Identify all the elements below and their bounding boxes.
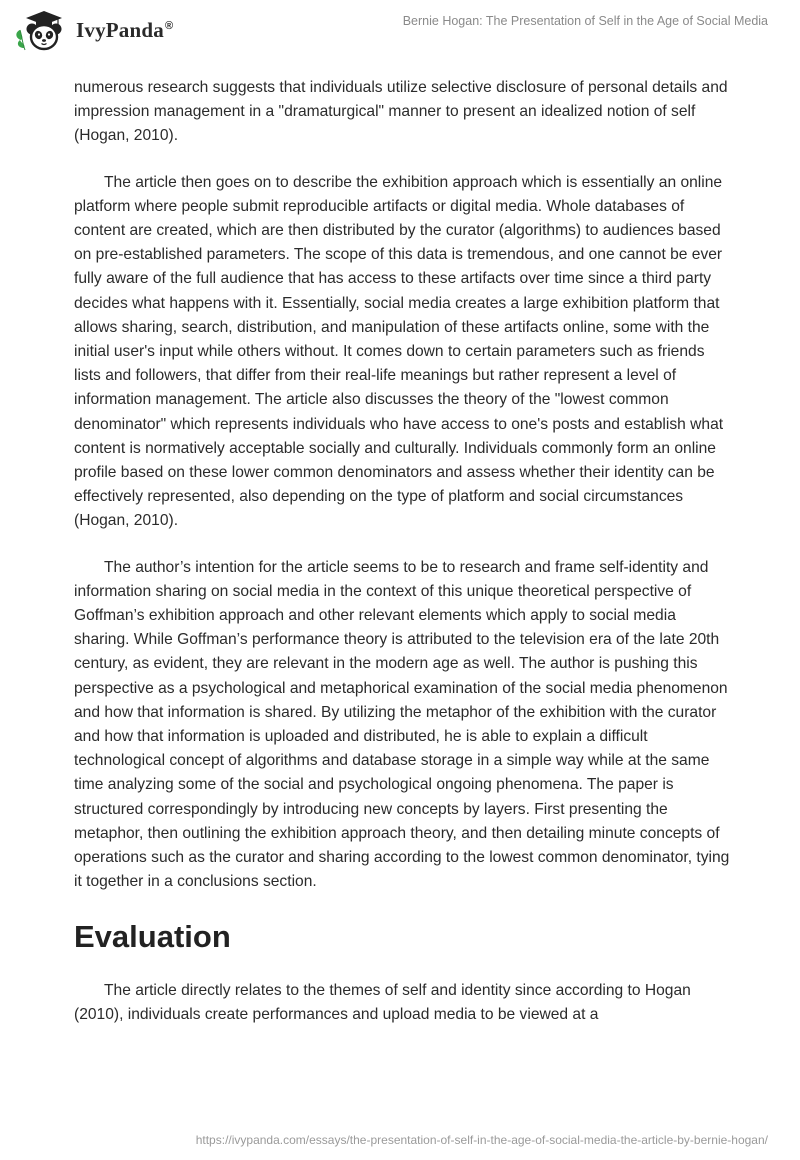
document-title: Bernie Hogan: The Presentation of Self in the Age of Social Media	[402, 14, 768, 28]
brand-name	[76, 18, 173, 43]
paragraph-evaluation: The article directly relates to the themes of self and identity since according to Hogan (2010), individuals create performances and upload media to be viewed at a	[74, 981, 691, 1023]
paragraph-author-intention: The author’s intention for the article seems to be to research and frame self-identity and information sharing on social media in the context of this unique theoretical perspective of Goffman’s exhibition approach and other relevant elements which apply to social media sharing. While Goffman’s performance theory is attributed to the television era of the late 20th century, as evident, they are relevant in the modern age as well. The author is pushing this perspective as a psychological and metaphorical examination of the social media phenomenon and how that information is shared. By utilizing the metaphor of the exhibition with the curator and how that information is uploaded and distributed, he is able to explain a difficult technological concept of algorithms and database storage in a simple way while at the same time analyzing some of the social and psychological ongoing phenomena. The paper is structured correspondingly by introducing new concepts by layers. First presenting the metaphor, then outlining the exhibition approach theory, and then detailing minute concepts of operations such as the curator and sharing according to the lowest common denominator, tying it together in a conclusions section.	[74, 558, 730, 891]
ivypanda-logo[interactable]	[12, 8, 173, 52]
brand-name-text: IvyPanda	[76, 17, 164, 42]
panda-graduation-cap-logo-icon	[12, 8, 70, 52]
paragraph-exhibition-approach: The article then goes on to describe the exhibition approach which is essentially an online platform where people submit reproducible artifacts or digital media. Whole databases of content are created, which are then distributed by the curator (algorithms) to audiences based on pre-established parameters. The scope of this data is tremendous, and one cannot be ever fully aware of the full audience that has access to these artifacts over time since a third party decides what happens with it. Essentially, social media creates a large exhibition platform that allows sharing, search, distribution, and manipulation of these artifacts online, some with the initial user's input while others without. It comes down to certain parameters such as friends lists and followers, that differ from their real-life meanings but rather represent a level of information management. The article also discusses the theory of the "lowest common denominator" which represents individuals who have access to one's posts and establish what content is normatively acceptable socially and culturally. Individuals commonly form an online profile based on these lower common denominators and assess whether their identity can be effectively represented, also depending on the type of platform and social circumstances (Hogan, 2010).	[74, 173, 724, 530]
source-url[interactable]: https://ivypanda.com/essays/the-presentation-of-self-in-the-age-of-social-media-the-article-by-bernie-hogan/	[195, 1133, 768, 1147]
registered-mark: ®	[164, 19, 174, 32]
essay-body	[74, 76, 734, 1049]
section-heading-evaluation: Evaluation	[74, 918, 231, 954]
paragraph-continued: numerous research suggests that individuals utilize selective disclosure of personal details and impression management in a "dramaturgical" manner to present an idealized notion of self (Hogan, 2010).	[74, 79, 728, 145]
page-header	[0, 0, 800, 66]
